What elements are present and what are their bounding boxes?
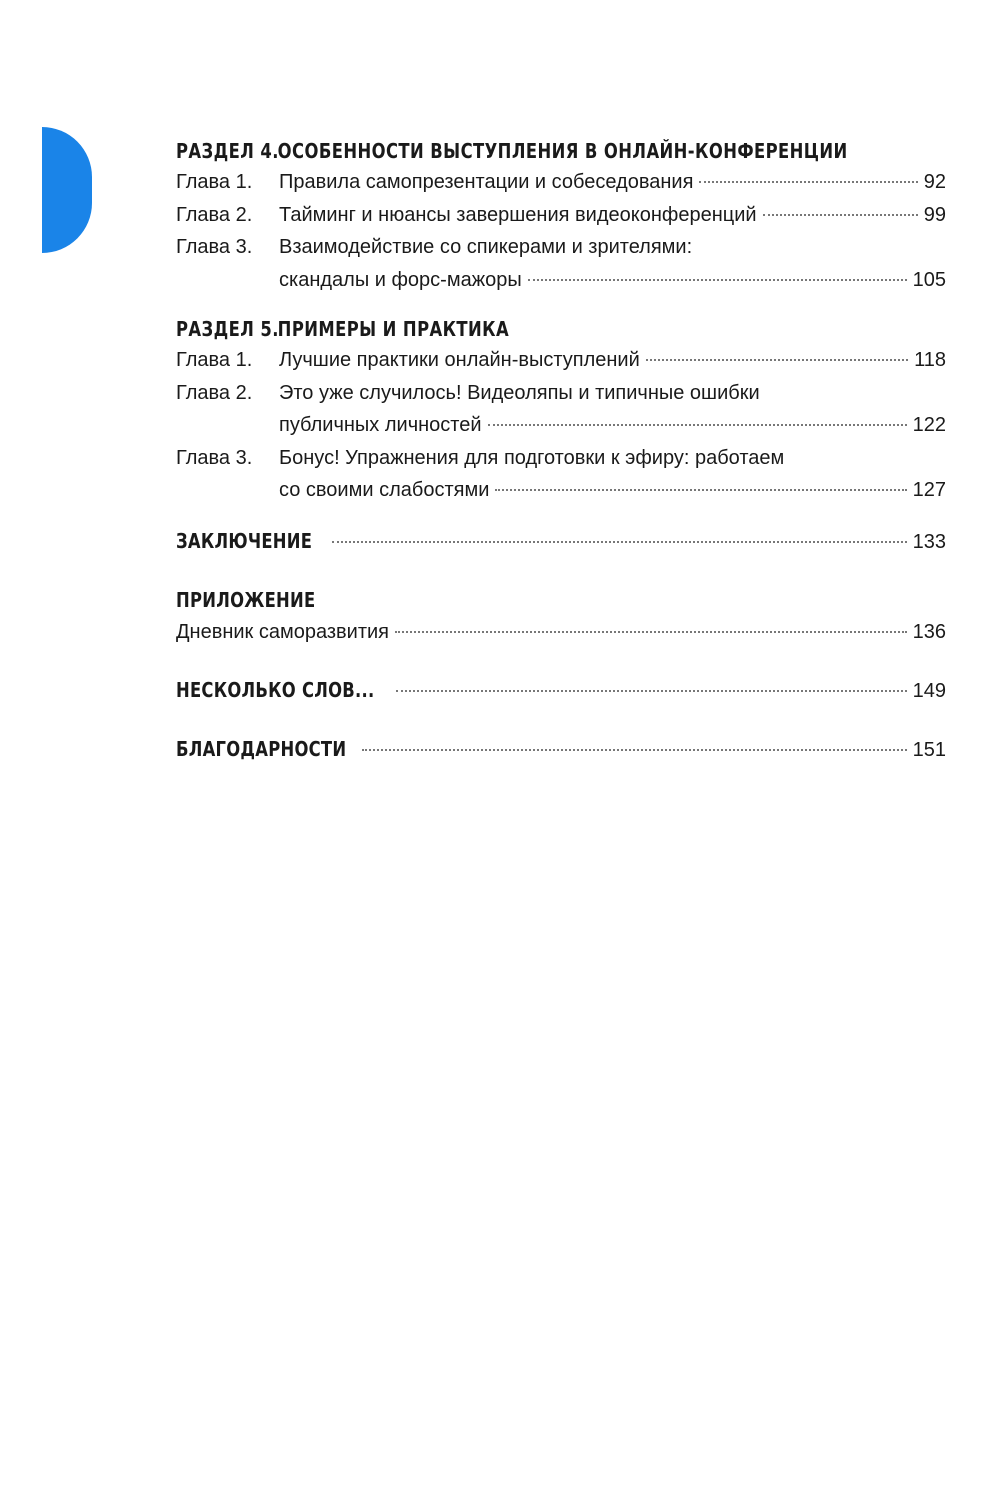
chapter-title: Это уже случилось! Видеоляпы и типичные ошибки bbox=[279, 381, 760, 404]
page-number: 149 bbox=[912, 680, 946, 702]
toc-entry-conclusion[interactable] bbox=[176, 525, 946, 558]
appendix-item-title: Дневник саморазвития bbox=[176, 620, 390, 643]
dot-leader bbox=[495, 489, 906, 491]
conclusion-title: ЗАКЛЮЧЕНИЕ bbox=[176, 528, 313, 553]
chapter-title: Тайминг и нюансы завершения видеоконференций bbox=[279, 203, 757, 226]
section-5-heading bbox=[176, 314, 807, 344]
dot-leader bbox=[332, 541, 907, 543]
toc-entry-appendix-item[interactable] bbox=[176, 616, 946, 649]
page-number: 99 bbox=[923, 203, 946, 226]
toc-entry-few-words[interactable] bbox=[176, 674, 946, 707]
chapter-title-line-2: скандалы и форс-мажоры bbox=[279, 268, 522, 291]
dot-leader bbox=[396, 690, 907, 692]
dot-leader bbox=[699, 181, 917, 183]
appendix-title: ПРИЛОЖЕНИЕ bbox=[176, 587, 316, 612]
toc-entry[interactable] bbox=[176, 442, 946, 475]
toc-entry-continuation[interactable] bbox=[176, 474, 946, 507]
chapter-label: Глава 2. bbox=[176, 203, 253, 226]
page-number: 151 bbox=[912, 739, 946, 761]
section-title: ОСОБЕННОСТИ ВЫСТУПЛЕНИЯ В ОНЛАЙН-КОНФЕРЕНЦИИ bbox=[277, 139, 848, 163]
page-number: 136 bbox=[912, 620, 946, 643]
blue-half-circle-decoration bbox=[42, 127, 92, 253]
few-words-title: НЕСКОЛЬКО СЛОВ... bbox=[176, 678, 375, 702]
chapter-title-line-2: публичных личностей bbox=[279, 414, 482, 436]
section-number: РАЗДЕЛ 5. bbox=[176, 317, 279, 341]
page-number: 118 bbox=[914, 349, 946, 371]
toc-entry[interactable] bbox=[176, 166, 946, 199]
chapter-title: Взаимодействие со спикерами и зрителями: bbox=[279, 236, 693, 258]
dot-leader bbox=[528, 279, 907, 281]
toc-entry[interactable] bbox=[176, 377, 946, 410]
page-number: 122 bbox=[912, 414, 946, 436]
section-number: РАЗДЕЛ 4. bbox=[176, 139, 279, 163]
chapter-title: Правила самопрезентации и собеседования bbox=[279, 171, 694, 193]
dot-leader bbox=[646, 359, 908, 361]
chapter-label: Глава 1. bbox=[176, 349, 253, 371]
toc-entry[interactable] bbox=[176, 199, 946, 232]
dot-leader bbox=[763, 214, 918, 216]
page-number: 105 bbox=[912, 268, 946, 291]
chapter-label: Глава 3. bbox=[176, 236, 253, 258]
chapter-label: Глава 3. bbox=[176, 446, 253, 469]
chapter-title: Бонус! Упражнения для подготовки к эфиру: работаем bbox=[279, 446, 785, 469]
toc-entry[interactable] bbox=[176, 231, 946, 264]
chapter-title-line-2: со своими слабостями bbox=[279, 479, 490, 501]
section-title: ПРИМЕРЫ И ПРАКТИКА bbox=[277, 317, 510, 341]
dot-leader bbox=[395, 631, 907, 633]
appendix-heading-row bbox=[176, 584, 946, 616]
chapter-label: Глава 2. bbox=[176, 381, 253, 404]
page-number: 92 bbox=[923, 171, 946, 193]
chapter-title: Лучшие практики онлайн-выступлений bbox=[279, 349, 640, 371]
dot-leader bbox=[362, 749, 907, 751]
thanks-title: БЛАГОДАРНОСТИ bbox=[176, 737, 347, 761]
chapter-label: Глава 1. bbox=[176, 171, 253, 193]
section-4-heading bbox=[176, 136, 848, 166]
page-number: 127 bbox=[912, 479, 946, 501]
page-number: 133 bbox=[912, 530, 946, 553]
toc-entry[interactable] bbox=[176, 344, 946, 377]
toc-entry-thanks[interactable] bbox=[176, 733, 946, 766]
toc-entry-continuation[interactable] bbox=[176, 409, 946, 442]
table-of-contents bbox=[176, 136, 946, 766]
dot-leader bbox=[488, 424, 907, 426]
toc-entry-continuation[interactable] bbox=[176, 264, 946, 297]
